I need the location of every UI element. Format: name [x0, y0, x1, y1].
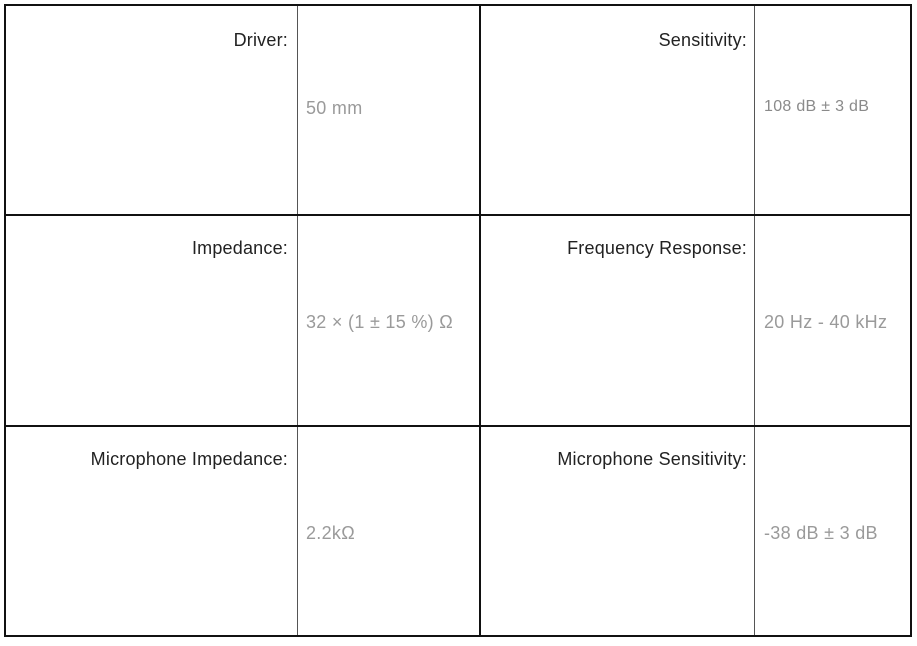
spec-value-impedance: 32 × (1 ± 15 %) Ω [306, 312, 453, 332]
spec-label-frequency-response: Frequency Response: [567, 238, 747, 258]
spec-label-microphone-impedance: Microphone Impedance: [90, 449, 288, 469]
spec-value-driver: 50 mm [306, 98, 363, 118]
row-divider [6, 214, 910, 216]
spec-value-frequency-response: 20 Hz - 40 kHz [764, 312, 888, 332]
column-divider [754, 6, 755, 635]
spec-value-sensitivity: 108 dB ± 3 dB [764, 98, 870, 115]
row-divider [6, 425, 910, 427]
spec-label-sensitivity: Sensitivity: [658, 30, 747, 50]
spec-label-impedance: Impedance: [191, 238, 288, 258]
column-divider [297, 6, 298, 635]
column-divider [479, 6, 481, 635]
spec-label-driver: Driver: [233, 30, 288, 50]
spec-value-microphone-impedance: 2.2kΩ [306, 523, 355, 543]
spec-label-microphone-sensitivity: Microphone Sensitivity: [557, 449, 747, 469]
spec-value-microphone-sensitivity: -38 dB ± 3 dB [764, 523, 878, 543]
